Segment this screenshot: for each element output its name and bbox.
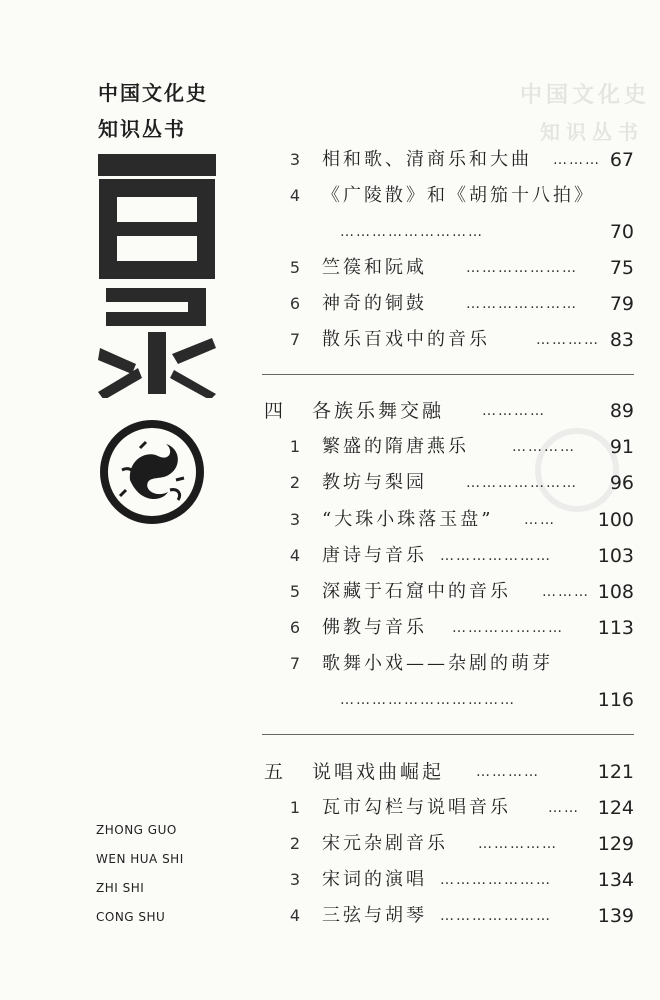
- chapter-title: 说唱戏曲崛起: [312, 761, 445, 783]
- leader-dots: …………………: [466, 296, 578, 312]
- pinyin-line: WEN HUA SHI: [96, 852, 184, 866]
- leader-dots: …………………: [452, 620, 564, 636]
- show-through-text: 中国文化史: [520, 83, 651, 108]
- entry-page: 108: [597, 581, 634, 603]
- chapter-heading[interactable]: [0, 398, 660, 424]
- toc-entry-continuation[interactable]: [0, 687, 660, 713]
- toc-entry[interactable]: [0, 831, 660, 857]
- entry-title: 宋元杂剧音乐: [322, 833, 448, 854]
- toc-entry-continuation[interactable]: [0, 219, 660, 245]
- toc-entry[interactable]: [0, 543, 660, 569]
- entry-title: 佛教与音乐: [322, 617, 427, 638]
- entry-number: 3: [289, 870, 301, 889]
- entry-page: 83: [609, 329, 634, 351]
- entry-page: 96: [609, 472, 634, 494]
- entry-title: 散乐百戏中的音乐: [322, 329, 490, 350]
- entry-page: 116: [597, 689, 634, 711]
- leader-dots: ……………………………: [340, 692, 516, 708]
- toc-entry[interactable]: [0, 147, 660, 173]
- entry-number: 6: [289, 294, 301, 313]
- entry-page: 124: [597, 797, 634, 819]
- entry-number: 1: [289, 437, 301, 456]
- entry-title: 三弦与胡琴: [322, 905, 427, 926]
- entry-number: 3: [289, 510, 301, 529]
- leader-dots: …………: [476, 764, 540, 780]
- leader-dots: ……………: [478, 836, 558, 852]
- toc-entry[interactable]: [0, 903, 660, 929]
- leader-dots: ………: [542, 584, 590, 600]
- pinyin-line: CONG SHU: [96, 910, 166, 924]
- entry-page: 70: [609, 221, 634, 243]
- pinyin-line: ZHONG GUO: [96, 823, 177, 837]
- leader-dots: …………………: [466, 260, 578, 276]
- entry-number: 3: [289, 150, 301, 169]
- entry-number: 7: [289, 654, 301, 673]
- toc-entry[interactable]: [0, 579, 660, 605]
- toc-entry[interactable]: [0, 291, 660, 317]
- entry-title: 唐诗与音乐: [322, 545, 427, 566]
- entry-title: 《广陵散》和《胡笳十八拍》: [322, 185, 595, 206]
- chapter-title: 各族乐舞交融: [312, 400, 445, 422]
- entry-number: 2: [289, 834, 301, 853]
- toc-entry[interactable]: [0, 795, 660, 821]
- entry-number: 5: [289, 258, 301, 277]
- section-divider: [262, 374, 634, 375]
- entry-page: 67: [609, 149, 634, 171]
- toc-entry[interactable]: [0, 507, 660, 533]
- leader-dots: …………………: [440, 548, 552, 564]
- entry-title: 宋词的演唱: [322, 869, 427, 890]
- entry-title: 神奇的铜鼓: [322, 293, 427, 314]
- leader-dots: ……: [548, 800, 580, 816]
- entry-title: 歌舞小戏——杂剧的萌芽: [322, 653, 553, 674]
- pinyin-line: ZHI SHI: [96, 881, 145, 895]
- chapter-number: 四: [264, 400, 284, 422]
- leader-dots: …………………: [440, 908, 552, 924]
- entry-title: 深藏于石窟中的音乐: [322, 581, 511, 602]
- chapter-page: 121: [597, 761, 634, 783]
- entry-title: “大珠小珠落玉盘”: [322, 509, 494, 530]
- entry-number: 7: [289, 330, 301, 349]
- entry-number: 5: [289, 582, 301, 601]
- leader-dots: …………: [482, 403, 546, 419]
- entry-title: 繁盛的隋唐燕乐: [322, 436, 469, 457]
- entry-page: 113: [597, 617, 634, 639]
- leader-dots: …………………: [466, 475, 578, 491]
- series-title-line1: 中国文化史: [98, 81, 208, 105]
- entry-number: 2: [289, 473, 301, 492]
- show-through-text: 知识丛书: [540, 120, 644, 144]
- entry-page: 79: [609, 293, 634, 315]
- entry-number: 1: [289, 798, 301, 817]
- section-divider: [262, 734, 634, 735]
- chapter-heading[interactable]: [0, 759, 660, 785]
- entry-title: 竺篌和阮咸: [322, 257, 427, 278]
- toc-entry[interactable]: [0, 867, 660, 893]
- leader-dots: ……: [524, 512, 556, 528]
- series-title-line2: 知识丛书: [98, 117, 186, 141]
- entry-number: 4: [289, 186, 301, 205]
- entry-number: 6: [289, 618, 301, 637]
- leader-dots: ………: [553, 152, 601, 168]
- entry-page: 103: [597, 545, 634, 567]
- entry-page: 134: [597, 869, 634, 891]
- entry-number: 4: [289, 546, 301, 565]
- leader-dots: …………: [536, 332, 600, 348]
- entry-title: 教坊与梨园: [322, 472, 427, 493]
- toc-entry[interactable]: [0, 615, 660, 641]
- entry-title: 瓦市勾栏与说唱音乐: [322, 797, 511, 818]
- toc-entry[interactable]: [0, 327, 660, 353]
- entry-number: 4: [289, 906, 301, 925]
- chapter-page: 89: [609, 400, 634, 422]
- leader-dots: ………………………: [340, 224, 484, 240]
- leader-dots: …………………: [440, 872, 552, 888]
- toc-entry[interactable]: [0, 434, 660, 460]
- entry-page: 129: [597, 833, 634, 855]
- leader-dots: …………: [512, 439, 576, 455]
- toc-entry[interactable]: [0, 470, 660, 496]
- chapter-number: 五: [264, 761, 284, 783]
- toc-entry[interactable]: [0, 651, 660, 677]
- entry-title: 相和歌、清商乐和大曲: [322, 149, 532, 170]
- entry-page: 91: [609, 436, 634, 458]
- entry-page: 100: [597, 509, 634, 531]
- entry-page: 75: [609, 257, 634, 279]
- toc-entry[interactable]: [0, 255, 660, 281]
- entry-page: 139: [597, 905, 634, 927]
- toc-entry[interactable]: [0, 183, 660, 209]
